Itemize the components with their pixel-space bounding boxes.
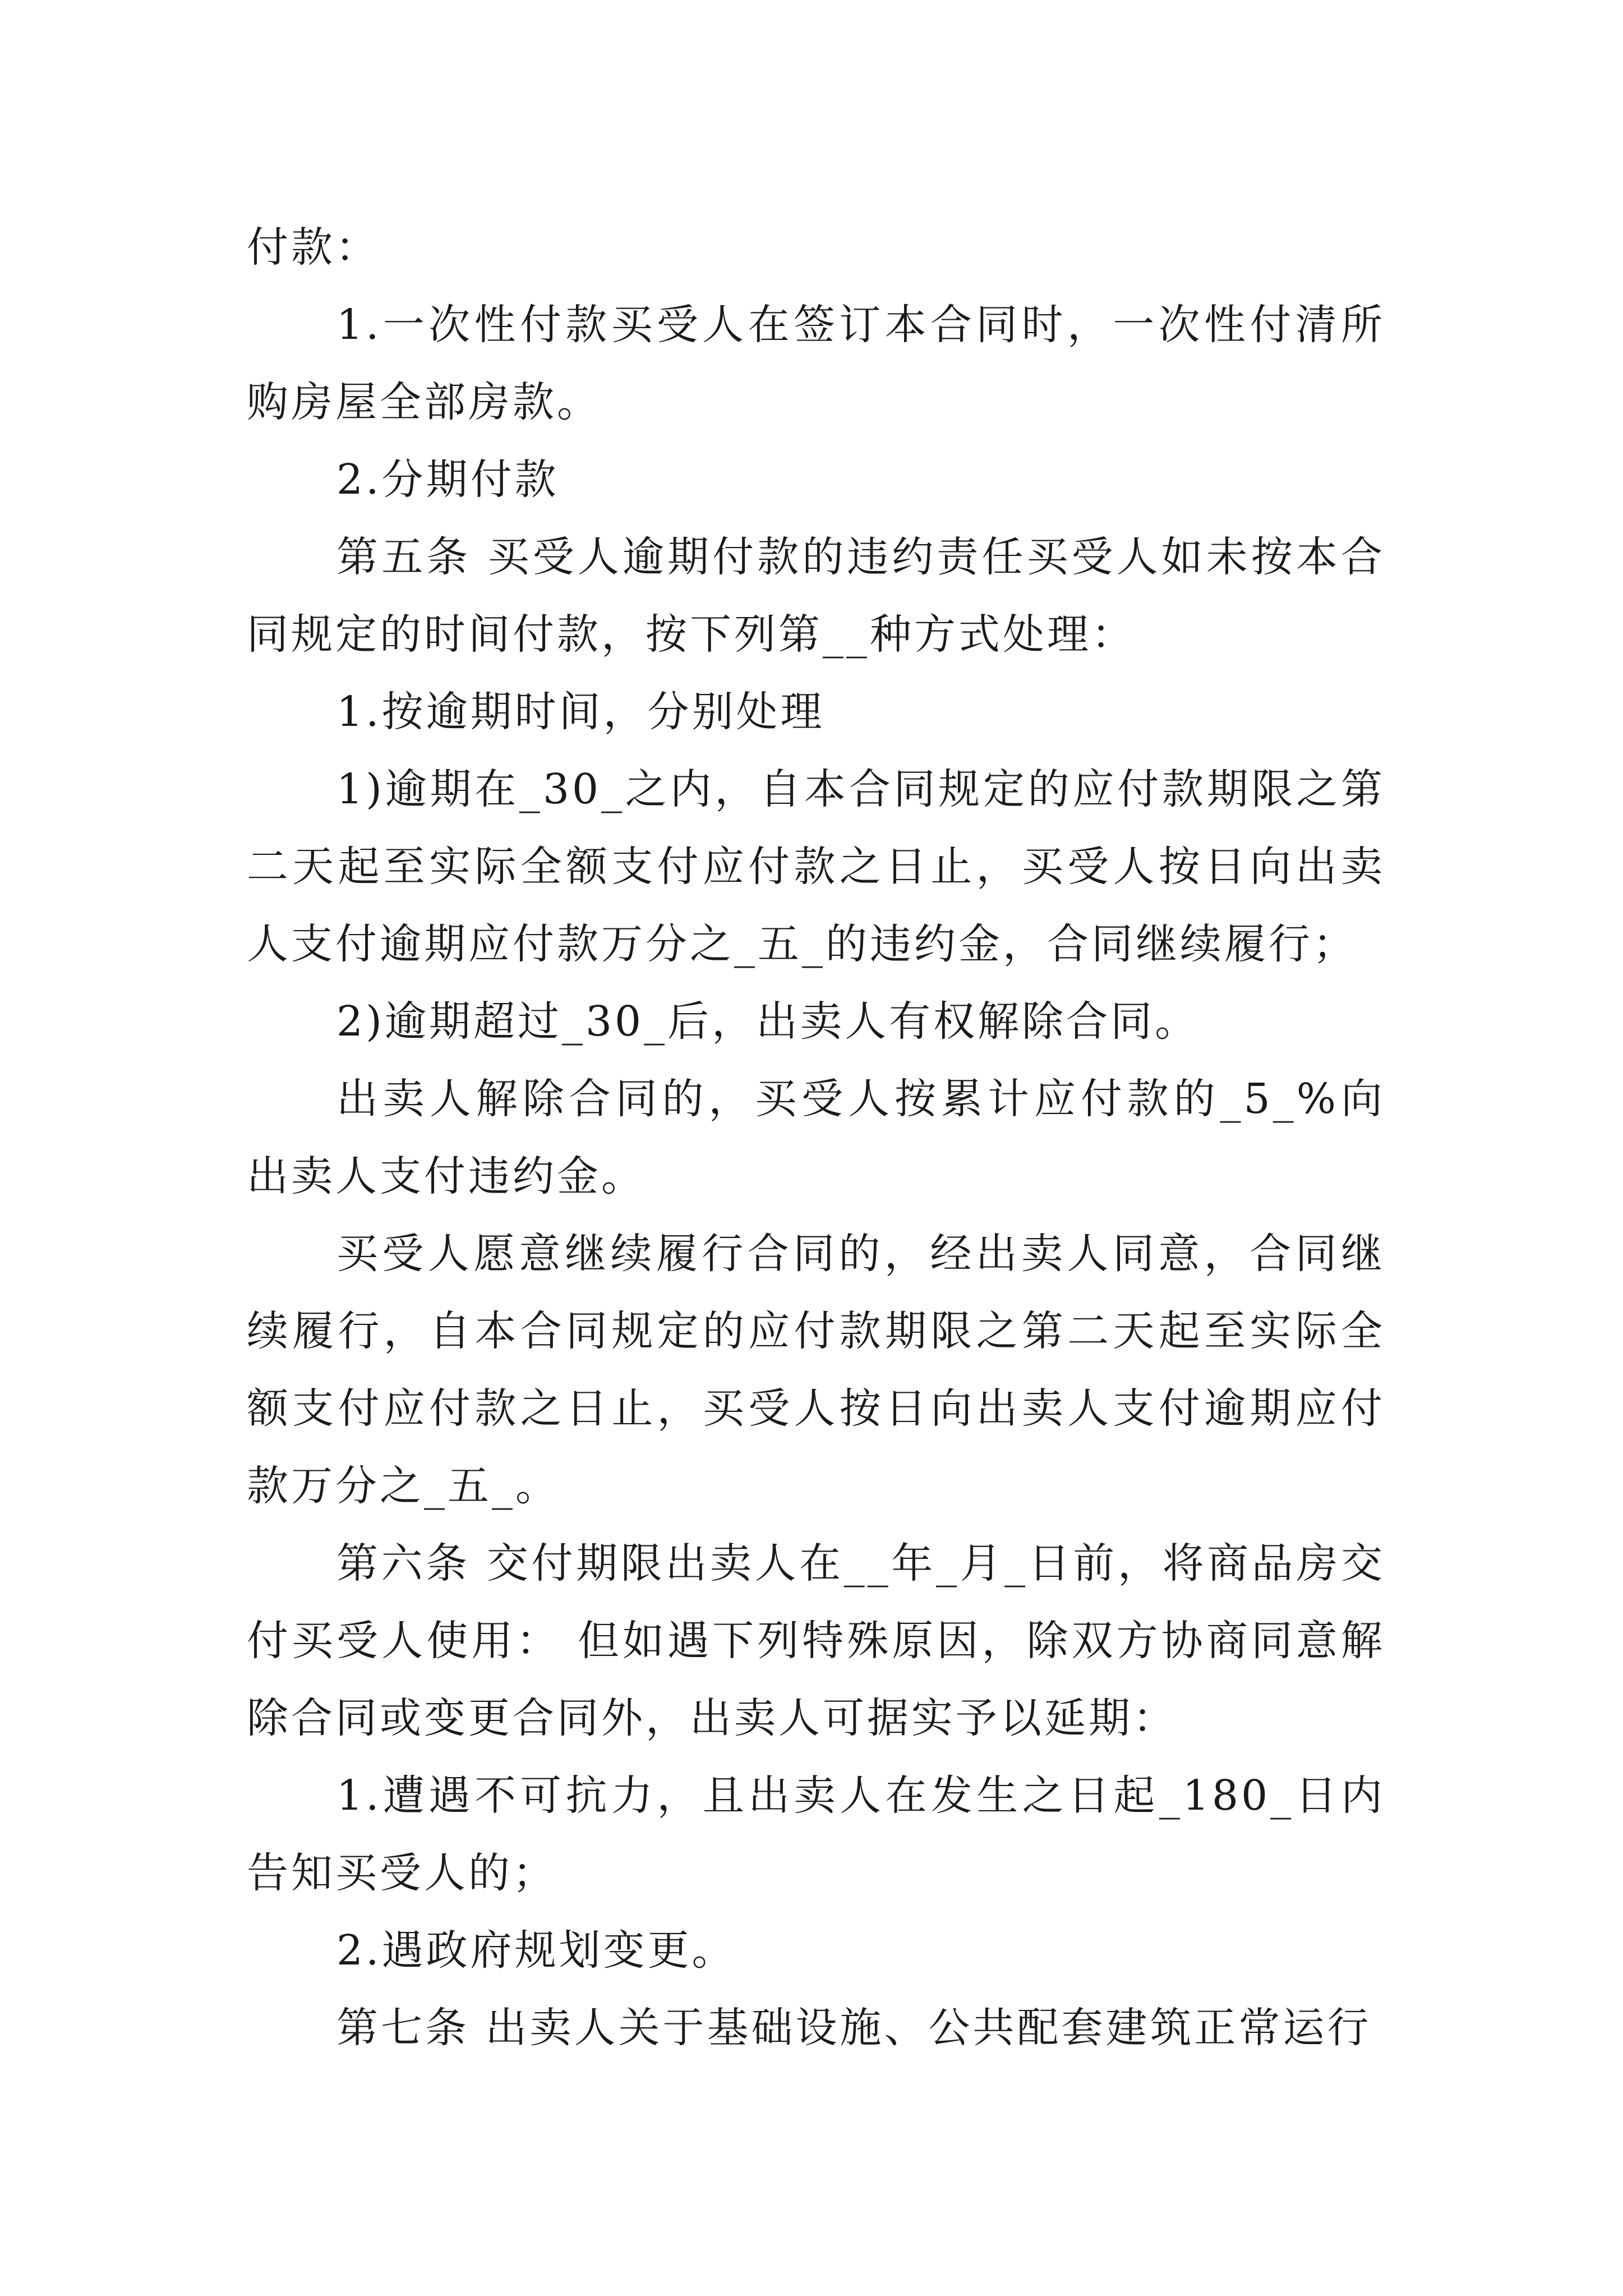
- paragraph-overdue-within-30: 1)逾期在_30_之内，自本合同规定的应付款期限之第二天起至实际全额支付应付款之日止，买受人按日向出卖人支付逾期应付款万分之_五_的违约金，合同继续履行；: [247, 765, 1385, 968]
- paragraph-installment-payment: 2.分期付款: [336, 455, 559, 504]
- paragraph-planning-change: 2.遇政府规划变更。: [336, 1926, 736, 1975]
- paragraph-article-5: 第五条 买受人逾期付款的违约责任买受人如未按本合同规定的时间付款，按下列第__种方式处理：: [247, 533, 1385, 659]
- paragraph-overdue-over-30: 2)逾期超过_30_后，出卖人有权解除合同。: [336, 997, 1200, 1046]
- paragraph-lump-sum-payment: 1.一次性付款买受人在签订本合同时，一次性付清所购房屋全部房款。: [247, 301, 1385, 426]
- document-body: [247, 209, 1385, 2067]
- paragraph-article-6: 第六条 交付期限出卖人在__年_月_日前，将商品房交付买受人使用： 但如遇下列特殊原因，除双方协商同意解除合同或变更合同外，出卖人可据实予以延期：: [247, 1539, 1385, 1742]
- paragraph-article-7: 第七条 出卖人关于基础设施、公共配套建筑正常运行: [336, 2004, 1372, 2052]
- paragraph-force-majeure: 1.遭遇不可抗力，且出卖人在发生之日起_180_日内告知买受人的；: [247, 1772, 1385, 1897]
- paragraph-continue-performance: 买受人愿意继续履行合同的，经出卖人同意，合同继续履行，自本合同规定的应付款期限之第二天起至实际全额支付应付款之日止，买受人按日向出卖人支付逾期应付款万分之_五_。: [247, 1230, 1385, 1510]
- paragraph-payment-heading: 付款：: [247, 223, 380, 272]
- paragraph-overdue-handling: 1.按逾期时间，分别处理: [336, 688, 825, 736]
- paragraph-termination-penalty: 出卖人解除合同的，买受人按累计应付款的_5_%向出卖人支付违约金。: [247, 1075, 1385, 1200]
